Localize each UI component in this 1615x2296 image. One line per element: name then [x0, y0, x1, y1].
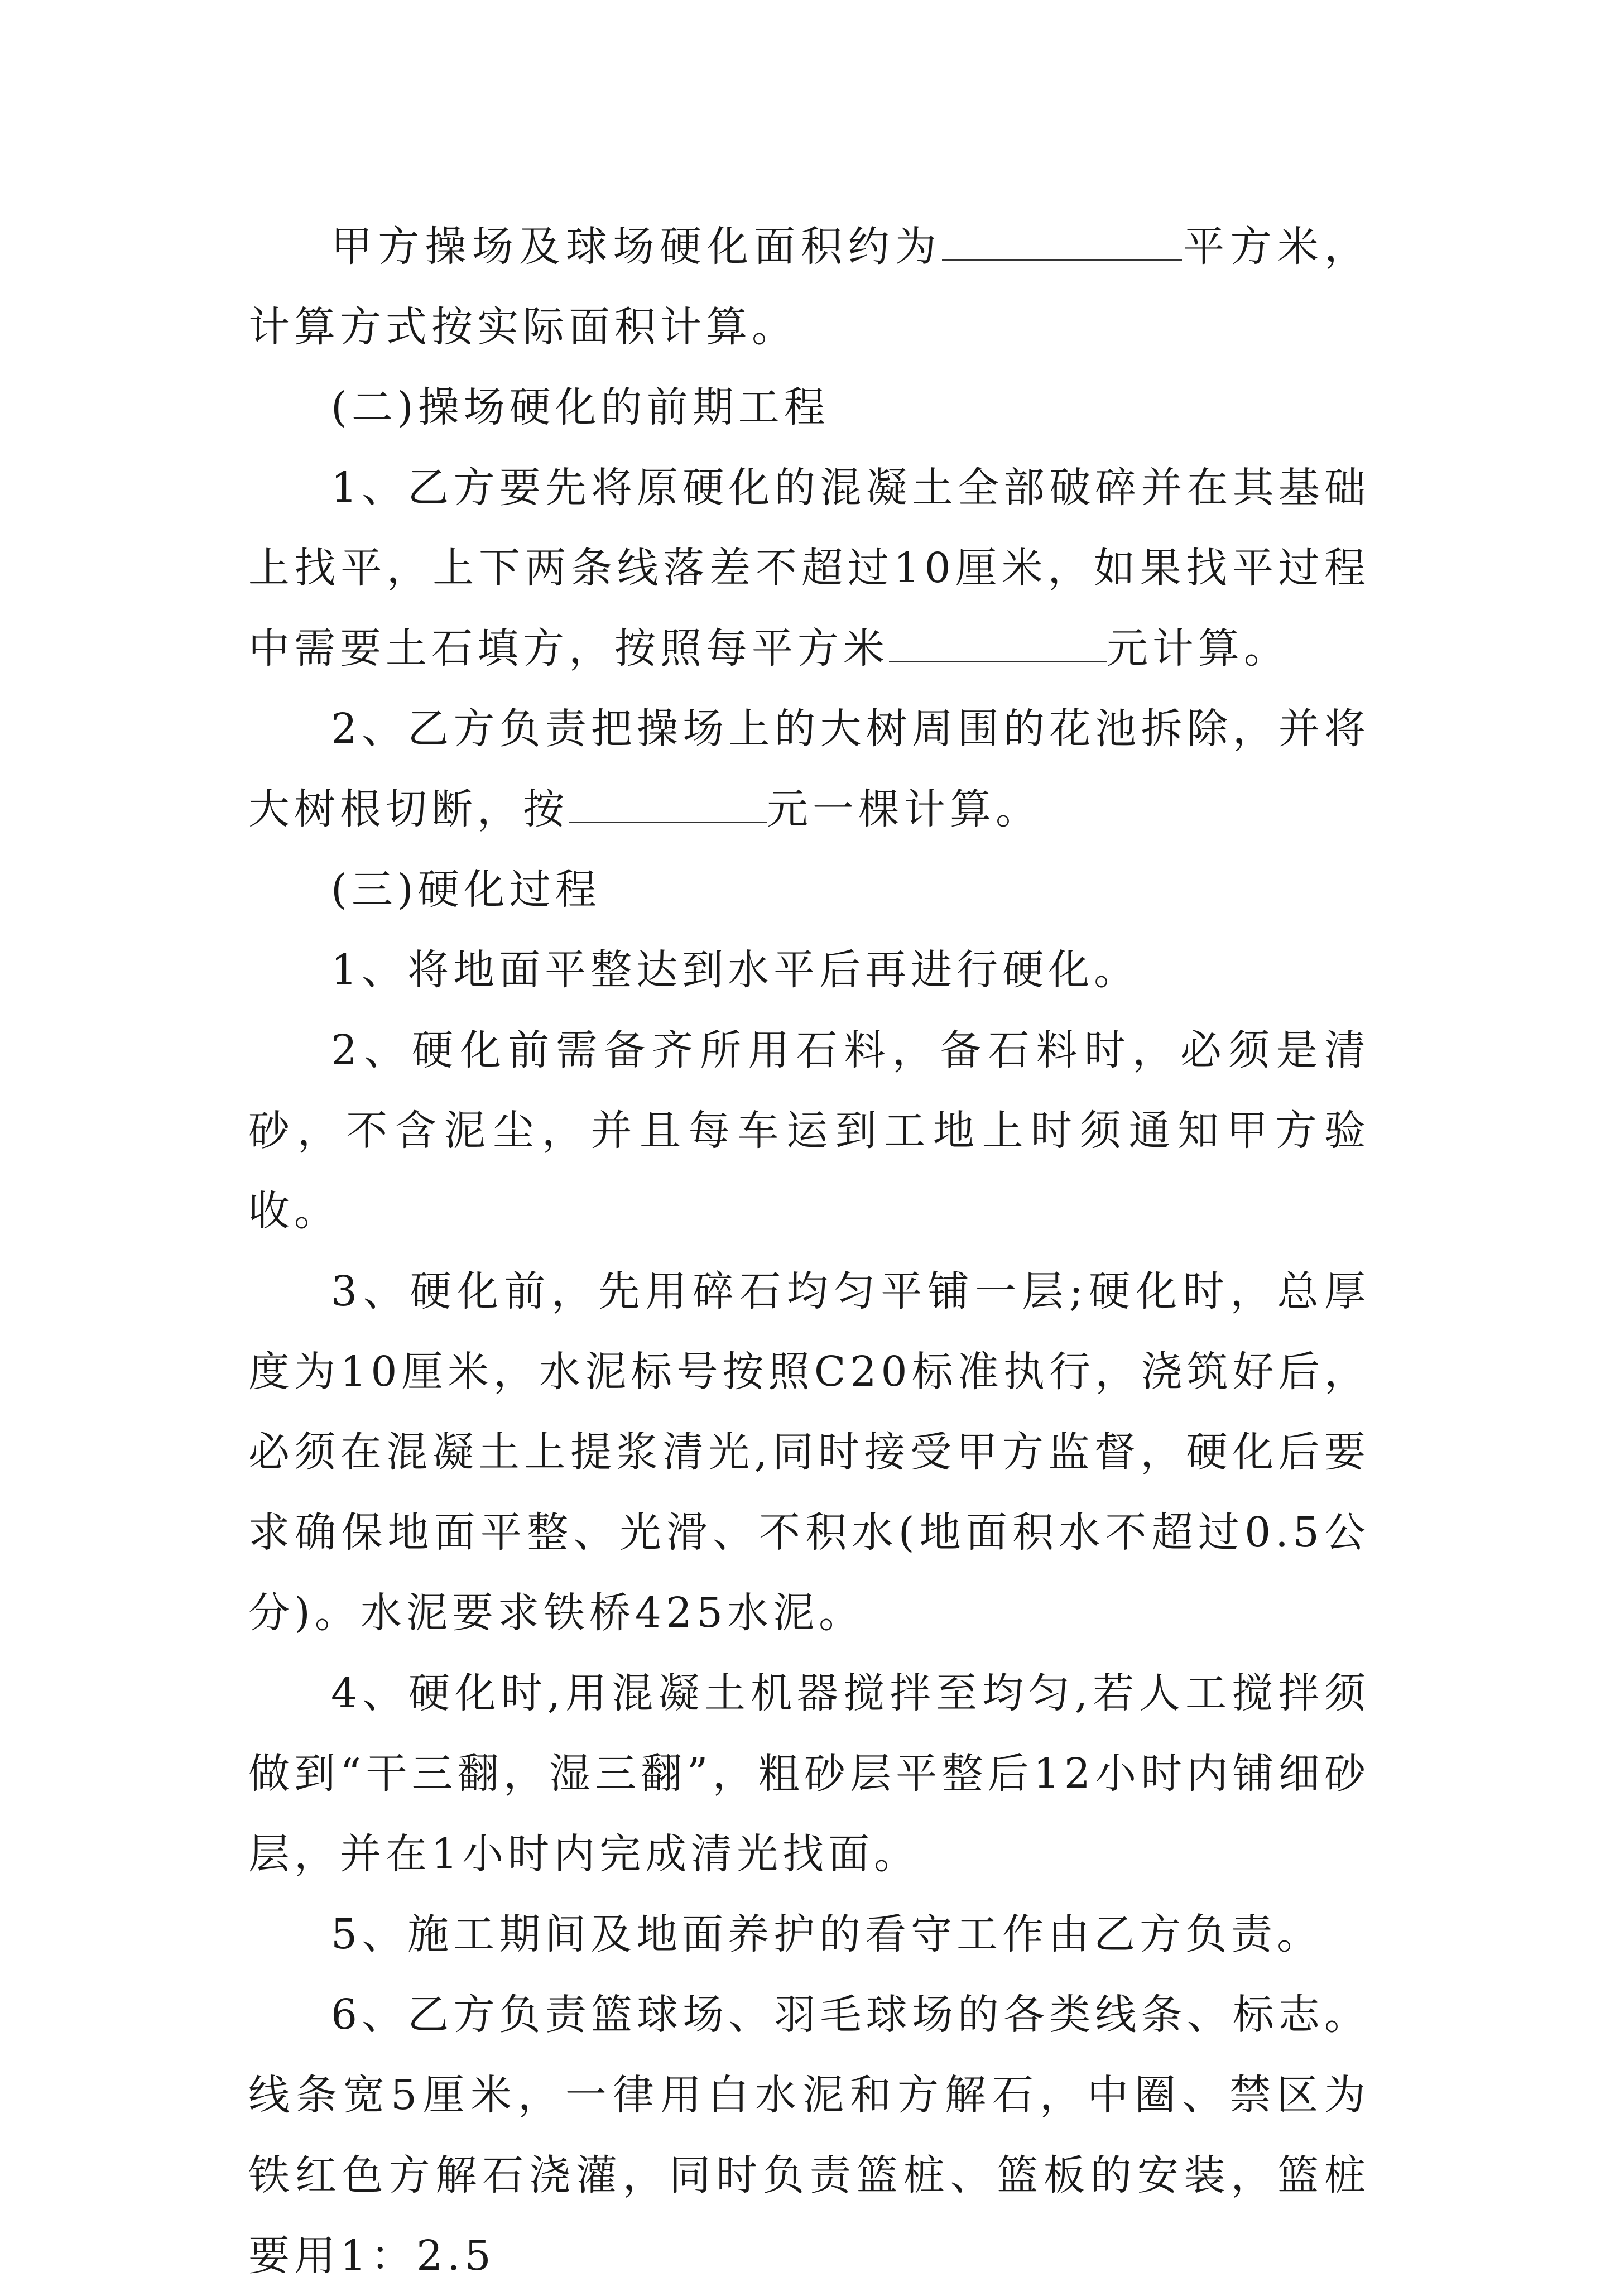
document-body [248, 206, 1370, 2296]
paragraph-text: 4、硬化时,用混凝土机器搅拌至均匀,若人工搅拌须做到“干三翻，湿三翻”，粗砂层平整后12小时内铺细砂层，并在1小时内完成清光找面。 [248, 1669, 1370, 1878]
fill-in-blank-tree-price [569, 821, 767, 823]
paragraph-step-2 [248, 1010, 1370, 1251]
paragraph-text: 元计算。 [1107, 625, 1290, 673]
heading-text: (三)硬化过程 [331, 866, 601, 914]
paragraph-step-3 [248, 1251, 1370, 1653]
paragraph-text: 2、乙方负责把操场上的大树周围的花池拆除，并将大树根切断，按 [248, 705, 1370, 833]
paragraph-leveling [248, 448, 1370, 689]
fill-in-blank-area [942, 258, 1182, 261]
paragraph-area [248, 206, 1370, 367]
paragraph-text: 平方米，计算方式按实际面积计算。 [248, 223, 1371, 351]
paragraph-text: 6、乙方负责篮球场、羽毛球场的各类线条、标志。线条宽5厘米，一律用白水泥和方解石，中圈、禁区为铁红色方解石浇灌，同时负责篮桩、篮板的安装，篮桩要用1：2.5 [248, 1991, 1370, 2280]
section-heading-hardening [248, 849, 1370, 930]
paragraph-text: 2、硬化前需备齐所用石料，备石料时，必须是清砂，不含泥尘，并且每车运到工地上时须通知甲方验收。 [248, 1026, 1370, 1235]
section-heading-pre-work [248, 367, 1370, 448]
paragraph-text: 3、硬化前，先用碎石均匀平铺一层;硬化时，总厚度为10厘米，水泥标号按照C20标准执行，浇筑好后，必须在混凝土上提浆清光,同时接受甲方监督，硬化后要求确保地面平整、光滑、不积水(地面积水不超过0.5公分)。水泥要求铁桥425水泥。 [248, 1267, 1370, 1637]
paragraph-step-6 [248, 1975, 1370, 2296]
paragraph-tree-removal [248, 689, 1370, 849]
heading-text: (二)操场硬化的前期工程 [331, 383, 830, 431]
paragraph-step-4 [248, 1653, 1370, 1894]
paragraph-step-5 [248, 1894, 1370, 1975]
paragraph-text: 1、乙方要先将原硬化的混凝土全部破碎并在其基础上找平，上下两条线落差不超过10厘米，如果找平过程中需要土石填方，按照每平方米 [248, 464, 1370, 673]
paragraph-text: 甲方操场及球场硬化面积约为 [331, 223, 943, 271]
paragraph-step-1 [248, 930, 1370, 1010]
paragraph-text: 1、将地面平整达到水平后再进行硬化。 [331, 946, 1140, 994]
fill-in-blank-fill-price [889, 660, 1107, 662]
paragraph-text: 5、施工期间及地面养护的看守工作由乙方负责。 [331, 1910, 1323, 1958]
paragraph-text: 元一棵计算。 [767, 785, 1041, 833]
